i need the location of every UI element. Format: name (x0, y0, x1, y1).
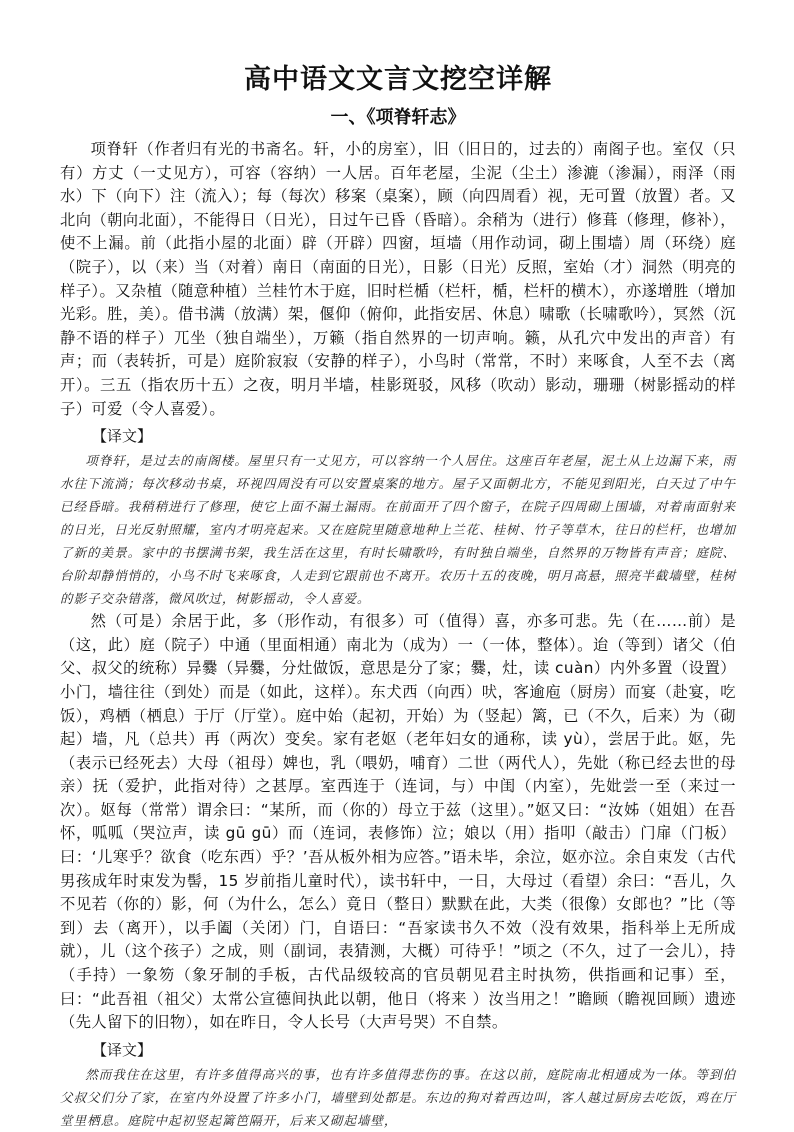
document-page (60, 58, 736, 1132)
translation-paragraph-2: 然而我住在这里，有许多值得高兴的事，也有许多值得悲伤的事。在这以前，庭院南北相通成为一体。等到伯父叔父们分了家，在室内外设置了许多小门，墙壁到处都是。东边的狗对着西边叫，客人越过厨房去吃饭，鸡在厅堂里栖息。庭院中起初竖起篱笆隔开，后来又砌起墙壁， (60, 1066, 736, 1128)
document-title: 高中语文文言文挖空详解 (244, 64, 552, 95)
translation-label-2: 【译文】 (92, 1040, 153, 1059)
translation-paragraph-1: 项脊轩，是过去的南阁楼。屋里只有一丈见方，可以容纳一个人居住。这座百年老屋，泥土从上边漏下来，雨水往下流淌；每次移动书桌，环视四周没有可以安置桌案的地方。屋子又面朝北方，不能见到阳光，白天过了中午已经昏暗。我稍稍进行了修理，使它上面不漏土漏雨。在前面开了四个窗子，在院子四周砌上围墙，对着南面射来的日光，日光反射照耀，室内才明亮起来。又在庭院里随意地种上兰花、桂树、竹子等草木，往日的栏杆，也增加了新的美景。家中的书摆满书架，我生活在这里，有时长啸歌吟，有时独自端坐，自然界的万物皆有声音；庭院、台阶却静悄悄的，小鸟不时飞来啄食，人走到它跟前也不离开。农历十五的夜晚，明月高悬，照亮半截墙壁，桂树的影子交杂错落，微风吹过，树影摇动，令人喜爱。 (60, 453, 736, 607)
section-heading: 一、《项脊轩志》 (330, 107, 466, 128)
original-text-paragraph-2: 然（可是）余居于此，多（形作动，有很多）可（值得）喜，亦多可悲。先（在……前）是（这，此）庭（院子）中通（里面相通）南北为（成为）一（一体，整体）。迨（等到）诸父（伯父、叔父的统称）异爨（异爨，分灶做饭，意思是分了家；爨，灶，读 cuàn）内外多置（设置）小门，墙往往（到处）而是（如此，这样）。东犬西（向西）吠，客逾庖（厨房）而宴（赴宴，吃饭），鸡栖（栖息）于厅（厅堂）。庭中始（起初，开始）为（竖起）篱，已（不久，后来）为（砌起）墙，凡（总共）再（两次）变矣。家有老妪（老年妇女的通称，读 yù），尝居于此。妪，先（表示已经死去）大母（祖母）婢也，乳（喂奶，哺育）二世（两代人），先妣（称已经去世的母亲）抚（爱护，此指对待）之甚厚。室西连于（连词，与）中闺（内室），先妣尝一至（来过一次）。妪每（常常）谓余曰：“某所，而（你的）母立于兹（这里）。”妪又曰：“汝姊（姐姐）在吾怀，呱呱（哭泣声，读 gū gū）而（连词，表修饰）泣；娘以（用）指叩（敲击）门扉（门板）曰：‘儿寒乎？欲食（吃东西）乎？’吾从板外相为应答。”语未毕，余泣，妪亦泣。余自束发（古代男孩成年时束发为髻，15 岁前指儿童时代），读书轩中，一日，大母过（看望）余曰：“吾儿，久不见若（你的）影，何（为什么，怎么）竟日（整日）默默在此，大类（很像）女郎也？”比（等到）去（离开），以手阖（关闭）门，自语曰：“吾家读书久不效（没有效果，指科举上无所成就），儿（这个孩子）之成，则（副词，表猜测，大概）可待乎！”顷之（不久，过了一会儿），持（手持）一象笏（象牙制的手板，古代品级较高的官员朝见君主时执笏，供指画和记事）至，曰：“此吾祖（祖父）太常公宣德间执此以朝，他日（将来 ）汝当用之！”瞻顾（瞻视回顾）遗迹（先人留下的旧物），如在昨日，令人长号（大声号哭）不自禁。 (60, 612, 736, 1032)
translation-label-1: 【译文】 (92, 427, 153, 446)
original-text-paragraph-1: 项脊轩（作者归有光的书斋名。轩，小的房室），旧（旧日的，过去的）南阁子也。室仅（只有）方丈（一丈见方），可容（容纳）一人居。百年老屋，尘泥（尘土）渗漉（渗漏），雨泽（雨水）下（向下）注（流入）；每（每次）移案（桌案），顾（向四周看）视，无可置（放置）者。又北向（朝向北面），不能得日（日光），日过午已昏（昏暗）。余稍为（进行）修葺（修理，修补），使不上漏。前（此指小屋的北面）辟（开辟）四窗，垣墙（用作动词，砌上围墙）周（环绕）庭（院子），以（来）当（对着）南日（南面的日光），日影（日光）反照，室始（才）洞然（明亮的样子）。又杂植（随意种植）兰桂竹木于庭，旧时栏楯（栏杆，楯，栏杆的横木），亦遂增胜（增加光彩。胜，美）。借书满（放满）架，偃仰（俯仰，此指安居、休息）啸歌（长啸歌吟），冥然（沉静不语的样子）兀坐（独自端坐），万籁（指自然界的一切声响。籁，从孔穴中发出的声音）有声；而（表转折，可是）庭阶寂寂（安静的样子），小鸟时（常常，不时）来啄食，人至不去（离开）。三五（指农历十五）之夜，明月半墙，桂影斑驳，风移（吹动）影动，珊珊（树影摇动的样子）可爱（令人喜爱）。 (60, 140, 736, 418)
